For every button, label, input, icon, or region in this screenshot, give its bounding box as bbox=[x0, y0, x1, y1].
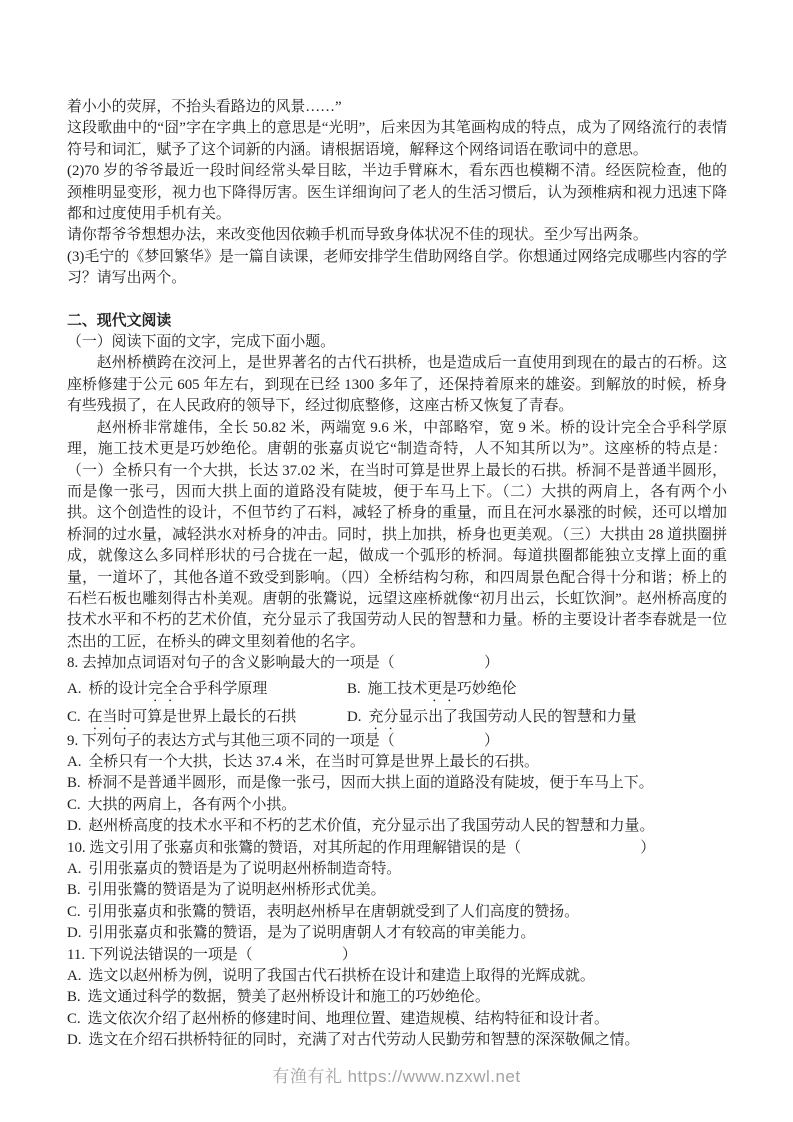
option-label: B. bbox=[347, 680, 361, 697]
option-label: D. bbox=[67, 1032, 82, 1049]
option-text: 引用张嘉贞的赞语是为了说明赵州桥制造奇特。 bbox=[88, 861, 402, 877]
emphasized-word: 充分 bbox=[368, 708, 399, 725]
question-11-option-c bbox=[67, 1009, 727, 1030]
question-9-option-d bbox=[67, 816, 727, 837]
question-8-option-a bbox=[67, 675, 347, 703]
option-text: 选文以赵州桥为例，说明了我国古代石拱桥在设计和建造上取得的光辉成就。 bbox=[88, 968, 595, 985]
question-9-option-c bbox=[67, 795, 727, 816]
option-label: B. bbox=[67, 882, 81, 899]
option-text: 引用张嘉贞和张鷟的赞语，表明赵州桥早在唐朝就受到了人们高度的赞扬。 bbox=[87, 903, 580, 920]
question-10-stem: 10. 选文引用了张嘉贞和张鷟的赞语，对其所起的作用理解错误的是（ ） bbox=[67, 839, 656, 856]
emphasized-word: 更是 bbox=[427, 680, 458, 697]
section-heading: 二、现代文阅读 bbox=[67, 312, 172, 329]
option-label: A. bbox=[67, 968, 82, 985]
option-text: 选文依次介绍了赵州桥的修建时间、地理位置、建造规模、结构特征和设计者。 bbox=[87, 1010, 609, 1027]
question-9-option-a bbox=[67, 752, 727, 773]
option-text: 全桥只有一个大拱，长达 37.4 米，在当时可算是世界上最长的石拱。 bbox=[88, 753, 539, 770]
grandpa-task: 请你帮爷爷想想办法，来改变他因依赖手机而导致身体状况不佳的现状。至少写出两条。 bbox=[67, 227, 648, 244]
option-label: C. bbox=[67, 903, 81, 920]
passage-paragraph-1: 赵州桥横跨在洨河上，是世界著名的古代石拱桥，也是造成后一直使用到现在的最古的石桥。这座桥修建于公元 605 年左右，到现在已经 1300 多年了，还保持着原来的雄姿。到解放的时候，桥身有些残损了，在人民政府的领导下，经过彻底整修，这座古桥又恢复了青春。 bbox=[67, 355, 727, 415]
section-instruction: （一）阅读下面的文字，完成下面小题。 bbox=[67, 334, 336, 351]
option-text: 赵州桥高度的技术水平和不朽的艺术价值，充分显示出了我国劳动人民的智慧和力量。 bbox=[88, 818, 655, 835]
option-text: 施工技术 bbox=[367, 680, 428, 697]
option-text: 桥的设计 bbox=[88, 680, 149, 697]
option-text: 显示出了我国劳动人民的智慧和力量 bbox=[398, 708, 637, 725]
self-study-task: (3)毛宁的《梦回繁华》是一篇自读课，老师安排学生借助网络自学。你想通过网络完成哪些内容的学习？请写出两个。 bbox=[67, 248, 727, 287]
question-10-option-c bbox=[67, 902, 727, 923]
question-10-option-a bbox=[67, 859, 727, 880]
option-label: C. bbox=[67, 796, 81, 813]
option-label: C. bbox=[67, 1010, 81, 1027]
word-explain-prompt: 这段歌曲中的“囧”字在字典上的意思是“光明”，后来因为其笔画构成的特点，成为了网络流行的表情符号和词汇，赋予了这个词新的内涵。请根据语境，解释这个网络词语在歌词中的意思。 bbox=[67, 120, 727, 158]
option-label: D. bbox=[67, 925, 82, 942]
question-11-stem: 11. 下列说法错误的一项是（ ） bbox=[67, 946, 357, 963]
question-8-option-b bbox=[347, 675, 517, 703]
question-8-options-row-cd bbox=[67, 703, 727, 731]
option-label: D. bbox=[67, 818, 82, 835]
grandpa-scenario: (2)70 岁的爷爷最近一段时间经常头晕目眩，半边手臂麻木，看东西也模糊不清。经医院检查，他的颈椎明显变形，视力也下降得厉害。医生详细询问了老人的生活习惯后，认为颈椎病和视力迅速下降都和过度使用手机有关。 bbox=[67, 163, 727, 223]
question-8-option-c bbox=[67, 703, 347, 731]
watermark-footer: 有渔有礼 https://www.nzxwl.net bbox=[272, 1067, 521, 1086]
question-9-stem: 9. 下列句子的表达方式与其他三项不同的一项是（ ） bbox=[67, 732, 499, 749]
question-8-options-row-ab bbox=[67, 675, 727, 703]
question-11-option-a bbox=[67, 966, 727, 987]
option-text: 引用张鷟的赞语是为了说明赵州桥形式优美。 bbox=[87, 882, 386, 899]
lyric-tail-line: 着小小的荧屏，不抬头看路边的风景……” bbox=[67, 99, 342, 115]
option-label: C. bbox=[67, 708, 81, 725]
option-label: A. bbox=[67, 680, 82, 697]
option-text: 桥洞不是普通半圆形，而是像一张弓，因而大拱上面的道路没有陡坡，便于车马上下。 bbox=[87, 775, 654, 792]
question-11-option-b bbox=[67, 987, 727, 1008]
option-label: B. bbox=[67, 775, 81, 792]
passage-paragraph-2: 赵州桥非常雄伟，全长 50.82 米，两端宽 9.6 米，中部略窄，宽 9 米。桥的设计完全合乎科学原理，施工技术更是巧妙绝伦。唐朝的张嘉贞说它“制造奇特，人不知其所以为”。这座桥的特点是：（一）全桥只有一个大拱，长达 37.02 米，在当时可算是世界上最长的石拱。桥洞不是普通半圆形，而是像一张弓，因而大拱上面的道路没有陡坡，便于车马上下。（二）大拱的两肩上，各有两个小拱。这个创造性的设计，不但节约了石料，减轻了桥身的重量，而且在河水暴涨的时候，还可以增加桥洞的过水量，减轻洪水对桥身的冲击。同时，拱上加拱，桥身也更美观。（三）大拱由 28 道拱圈拼成，就像这么多同样形状的弓合拢在一起，做成一个弧形的桥洞。每道拱圈都能独立支撑上面的重量，一道坏了，其他各道不致受到影响。（四）全桥结构匀称，和四周景色配合得十分和谐；桥上的石栏石板也雕刻得古朴美观。唐朝的张鷟说，远望这座桥就像“初月出云，长虹饮涧”。赵州桥高度的技术水平和不朽的艺术价值，充分显示了我国劳动人民的智慧和力量。桥的主要设计者李春就是一位杰出的工匠，在桥头的碑文里刻着他的名字。 bbox=[67, 419, 727, 650]
option-label: A. bbox=[67, 861, 82, 877]
option-text: 选文在介绍石拱桥特征的同时，充满了对古代劳动人民勤劳和智慧的深深敬佩之情。 bbox=[88, 1032, 640, 1049]
question-8-stem: 8. 去掉加点词语对句子的含义影响最大的一项是（ ） bbox=[67, 655, 499, 672]
option-text: 选文通过科学的数据，赞美了赵州桥设计和施工的巧妙绝伦。 bbox=[87, 989, 490, 1006]
option-label: B. bbox=[67, 989, 81, 1006]
option-label: A. bbox=[67, 753, 82, 770]
option-text: 大拱的两肩上，各有两个小拱。 bbox=[87, 796, 297, 813]
question-11-option-d bbox=[67, 1030, 727, 1051]
question-8-option-d bbox=[347, 703, 637, 731]
option-text: 合乎科学原理 bbox=[177, 680, 268, 697]
question-10-option-b bbox=[67, 880, 727, 901]
question-9-option-b bbox=[67, 773, 727, 794]
question-10-option-d bbox=[67, 923, 727, 944]
option-text: 可算是世界上最长的石拱 bbox=[132, 708, 297, 725]
option-label: D. bbox=[347, 708, 362, 725]
option-text: 巧妙绝伦 bbox=[457, 680, 517, 697]
emphasized-word: 在当时 bbox=[87, 708, 133, 725]
emphasized-word: 完全 bbox=[148, 680, 178, 697]
option-text: 引用张嘉贞和张鷟的赞语，是为了说明唐朝人才有较高的审美能力。 bbox=[88, 925, 536, 942]
